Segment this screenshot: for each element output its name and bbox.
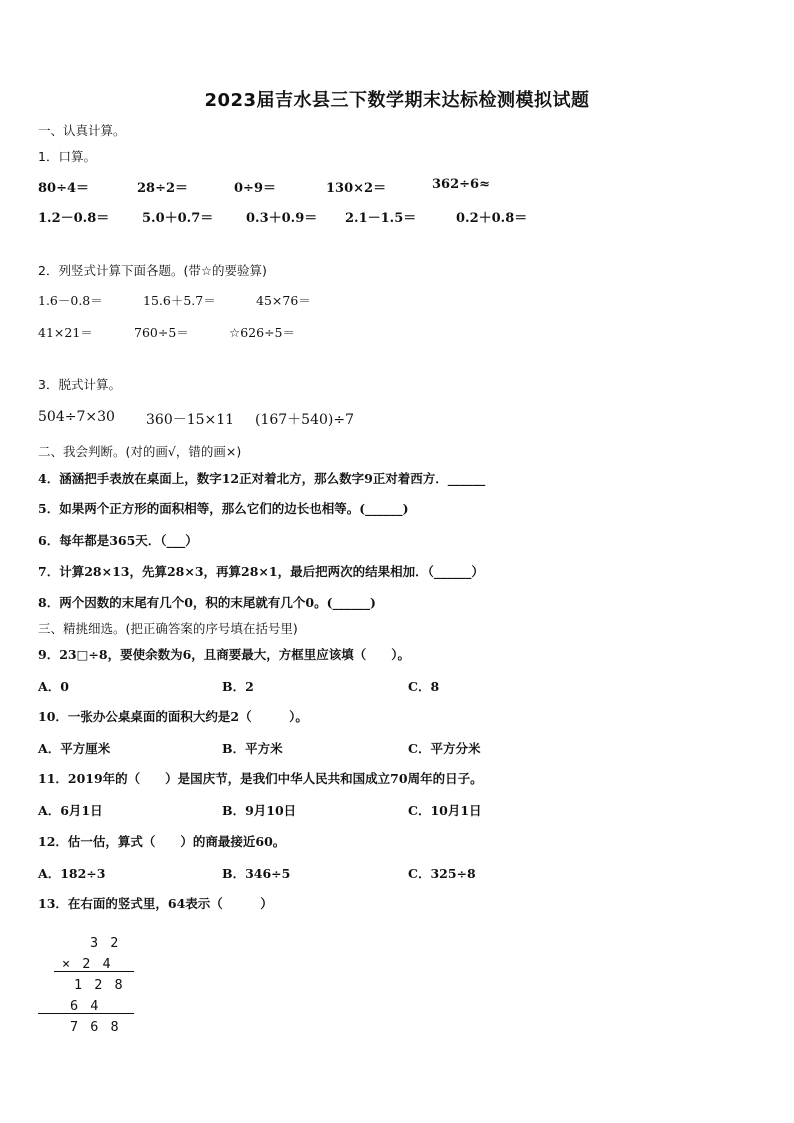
- judge-question: 4．涵涵把手表放在桌面上，数字12正对着北方，那么数字9正对着西方．______: [38, 471, 486, 486]
- choice-option: A．平方厘米: [38, 741, 111, 756]
- choice-option: C．8: [408, 679, 440, 694]
- oral-calc-item: 1.2－0.8＝: [38, 211, 110, 226]
- vertical-mult-line: 6 4: [70, 998, 101, 1014]
- choice-question-stem: 12．估一估，算式（ ）的商最接近60。: [38, 834, 286, 849]
- vertical-calc-item: ☆626÷5＝: [229, 325, 295, 340]
- section-1-heading: 一、认真计算。: [38, 123, 126, 138]
- vertical-calc-item: 41×21＝: [38, 325, 93, 340]
- choice-option: A．6月1日: [38, 803, 103, 818]
- vertical-calc-item: 1.6－0.8＝: [38, 293, 103, 308]
- oral-calc-item: 2.1－1.5＝: [345, 211, 417, 226]
- oral-calc-item: 0.2＋0.8＝: [456, 211, 528, 226]
- step-calc-item: (167＋540)÷7: [255, 412, 355, 428]
- oral-calc-item: 5.0＋0.7＝: [142, 211, 214, 226]
- page-title: 2023届吉水县三下数学期末达标检测模拟试题: [204, 90, 590, 111]
- vertical-mult-line: 1 2 8: [74, 977, 125, 993]
- judge-question: 8．两个因数的末尾有几个0，积的末尾就有几个0。(______): [38, 595, 376, 610]
- vertical-calc-item: 15.6＋5.7＝: [143, 293, 216, 308]
- judge-question: 6．每年都是365天．（___）: [38, 533, 198, 548]
- q2-label: 2．列竖式计算下面各题。(带☆的要验算): [38, 263, 267, 278]
- vertical-calc-item: 45×76＝: [256, 293, 311, 308]
- oral-calc-item: 28÷2＝: [137, 181, 189, 196]
- choice-question-stem: 11．2019年的（ ）是国庆节，是我们中华人民共和国成立70周年的日子。: [38, 771, 483, 786]
- step-calc-item: 504÷7×30: [38, 409, 115, 425]
- q1-label: 1．口算。: [38, 149, 96, 164]
- choice-question-stem: 13．在右面的竖式里，64表示（ ）: [38, 896, 273, 911]
- vertical-calc-item: 760÷5＝: [134, 325, 189, 340]
- step-calc-item: 360－15×11: [146, 412, 235, 428]
- vertical-mult-line: × 2 4: [62, 956, 113, 972]
- oral-calc-item: 130×2＝: [326, 181, 387, 196]
- section-3-heading: 三、精挑细选。(把正确答案的序号填在括号里): [38, 621, 298, 636]
- choice-option: C．10月1日: [408, 803, 482, 818]
- vertical-mult-rule: [38, 1013, 134, 1014]
- oral-calc-item: 0÷9＝: [234, 181, 276, 196]
- choice-option: A．182÷3: [38, 866, 106, 881]
- vertical-mult-line: 3 2: [90, 935, 121, 951]
- choice-option: C．325÷8: [408, 866, 476, 881]
- section-2-heading: 二、我会判断。(对的画√，错的画×): [38, 444, 242, 459]
- choice-option: B．9月10日: [222, 803, 297, 818]
- oral-calc-item: 0.3＋0.9＝: [246, 211, 318, 226]
- q3-label: 3．脱式计算。: [38, 377, 121, 392]
- vertical-mult-line: 7 6 8: [70, 1019, 121, 1035]
- choice-option: B．2: [222, 679, 254, 694]
- judge-question: 5．如果两个正方形的面积相等，那么它们的边长也相等。(______): [38, 501, 409, 516]
- oral-calc-item: 80÷4＝: [38, 181, 90, 196]
- choice-option: B．346÷5: [222, 866, 291, 881]
- choice-option: A．0: [38, 679, 69, 694]
- judge-question: 7．计算28×13，先算28×3，再算28×1，最后把两次的结果相加．（______）: [38, 564, 484, 579]
- choice-question-stem: 10．一张办公桌桌面的面积大约是2（ ）。: [38, 709, 308, 724]
- oral-calc-item: 362÷6≈: [432, 177, 490, 192]
- choice-question-stem: 9．23□÷8，要使余数为6，且商要最大，方框里应该填（ ）。: [38, 647, 411, 662]
- choice-option: C．平方分米: [408, 741, 481, 756]
- vertical-mult-rule: [54, 971, 134, 972]
- choice-option: B．平方米: [222, 741, 283, 756]
